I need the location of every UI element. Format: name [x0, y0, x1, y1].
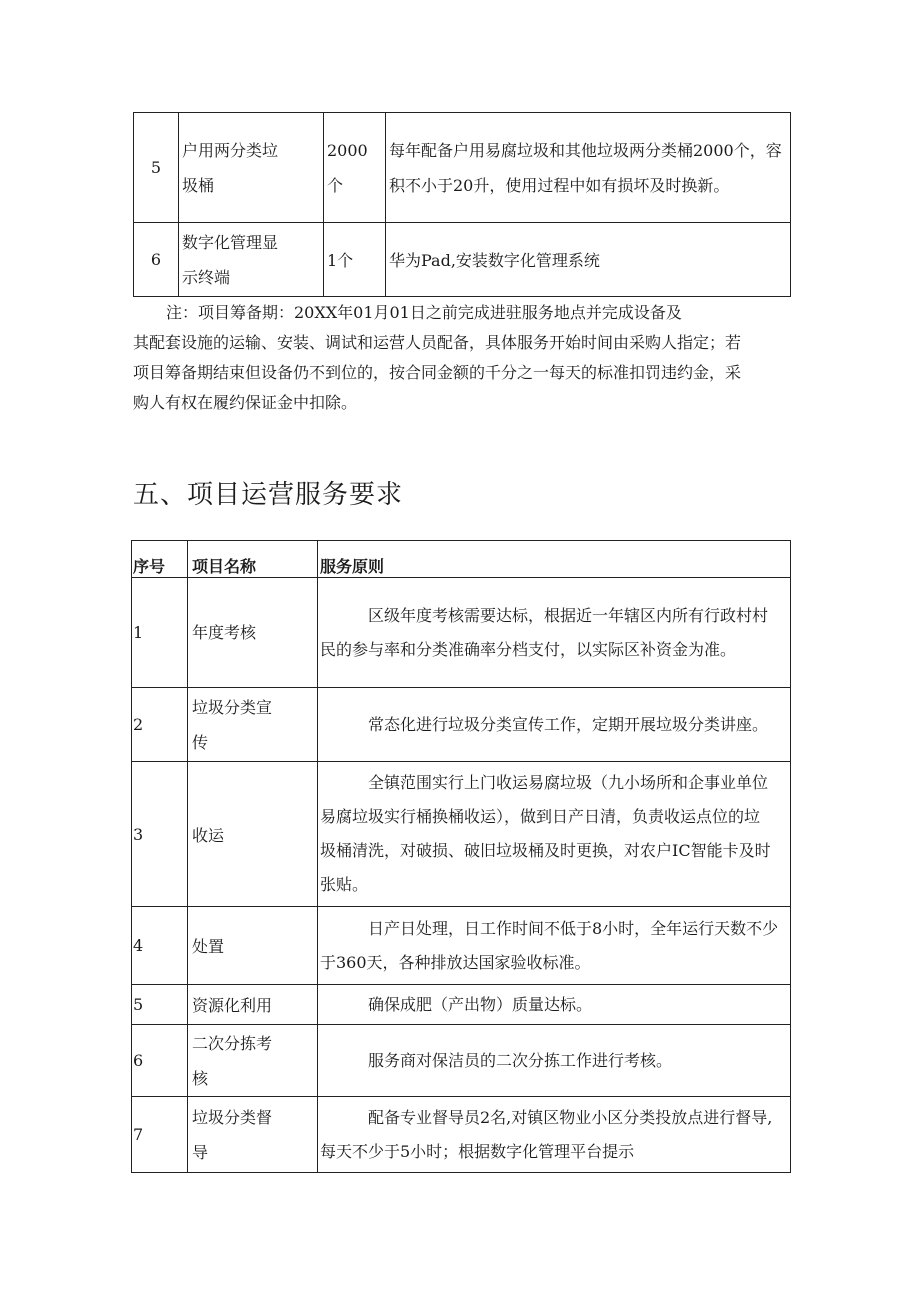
table-row — [134, 113, 791, 223]
item-principle — [318, 1097, 791, 1173]
table-row — [132, 688, 791, 762]
section-heading: 五、项目运营服务要求 — [133, 480, 404, 510]
principle-line: 张贴。 — [320, 875, 369, 894]
principle-line: 服务商对保洁员的二次分拣工作进行考核。 — [368, 1050, 673, 1070]
item-description-line: 华为Pad,安装数字化管理系统 — [389, 251, 600, 270]
item-name — [188, 762, 318, 907]
table-row — [132, 907, 791, 985]
principle-line: 确保成肥（产出物）质量达标。 — [368, 994, 593, 1014]
item-name-line: 二次分拣考 — [192, 1033, 273, 1053]
header-number: 序号 — [132, 541, 188, 578]
row-number: 5 — [132, 985, 188, 1025]
service-requirements-table — [131, 540, 791, 1173]
principle-line: 全镇范围实行上门收运易腐垃圾（九小场所和企事业单位 — [368, 773, 769, 792]
principle-line: 配备专业督导员2名,对镇区物业小区分类投放点进行督导, — [368, 1107, 773, 1127]
principle-line: 于360天，各种排放达国家验收标准。 — [320, 952, 591, 972]
table-header-row — [132, 541, 791, 578]
table-row — [134, 223, 791, 297]
item-name-line: 圾桶 — [182, 175, 215, 195]
item-name — [188, 985, 318, 1025]
row-number: 5 — [134, 113, 179, 223]
principle-line: 日产日处理，日工作时间不低于8小时，全年运行天数不少 — [368, 918, 779, 938]
item-quantity-line: 个 — [327, 175, 344, 195]
item-quantity — [324, 223, 386, 297]
principle-line: 圾桶清洗，对破损、破旧垃圾桶及时更换，对农户IC智能卡及时 — [320, 841, 771, 860]
header-principle: 服务原则 — [318, 541, 791, 578]
principle-line: 区级年度考核需要达标，根据近一年辖区内所有行政村村 — [368, 605, 769, 625]
table-row — [132, 1097, 791, 1173]
item-name-line: 收运 — [192, 825, 225, 845]
item-name — [179, 113, 324, 223]
item-name — [188, 907, 318, 985]
item-name — [188, 688, 318, 762]
principle-line: 常态化进行垃圾分类宣传工作，定期开展垃圾分类讲座。 — [368, 714, 769, 734]
table-row — [132, 1025, 791, 1097]
row-number: 7 — [132, 1097, 188, 1173]
item-principle — [318, 1025, 791, 1097]
item-name-line: 导 — [192, 1142, 209, 1162]
item-description — [386, 223, 791, 297]
note-line: 项目筹备期结束但设备仍不到位的，按合同金额的千分之一每天的标准扣罚违约金，采 — [133, 363, 742, 382]
table-row — [132, 762, 791, 907]
row-number: 6 — [134, 223, 179, 297]
note-line: 注：项目筹备期：20XX年01月01日之前完成进驻服务地点并完成设备及 — [166, 303, 682, 322]
item-principle — [318, 762, 791, 907]
item-name — [188, 1025, 318, 1097]
note-line: 其配套设施的运输、安装、调试和运营人员配备，具体服务开始时间由采购人指定；若 — [133, 333, 742, 352]
principle-line: 每天不少于5小时；根据数字化管理平台提示 — [320, 1141, 635, 1161]
item-principle — [318, 985, 791, 1025]
principle-line: 易腐垃圾实行桶换桶收运），做到日产日清，负责收运点位的垃 — [320, 807, 761, 826]
item-name-line: 户用两分类垃 — [182, 140, 279, 160]
row-number: 4 — [132, 907, 188, 985]
row-number: 1 — [132, 578, 188, 688]
table-row — [132, 985, 791, 1025]
item-name-line: 核 — [192, 1068, 209, 1088]
item-description — [386, 113, 791, 223]
item-quantity — [324, 113, 386, 223]
item-name-line: 资源化利用 — [192, 996, 273, 1015]
equipment-table — [133, 112, 791, 297]
header-name: 项目名称 — [188, 541, 318, 578]
principle-line: 民的参与率和分类准确率分档支付，以实际区补资金为准。 — [320, 639, 737, 659]
item-name — [188, 1097, 318, 1173]
note-line: 购人有权在履约保证金中扣除。 — [133, 393, 358, 412]
item-name — [188, 578, 318, 688]
item-principle — [318, 578, 791, 688]
row-number: 6 — [132, 1025, 188, 1097]
item-name — [179, 223, 324, 297]
item-name-line: 数字化管理显 — [182, 232, 279, 252]
item-name-line: 传 — [192, 732, 209, 752]
item-name-line: 示终端 — [182, 267, 231, 287]
table-row — [132, 578, 791, 688]
item-name-line: 垃圾分类督 — [192, 1107, 273, 1127]
item-description-line: 每年配备户用易腐垃圾和其他垃圾两分类桶2000个，容 — [389, 140, 782, 160]
row-number: 2 — [132, 688, 188, 762]
item-description-line: 积不小于20升，使用过程中如有损坏及时换新。 — [389, 175, 730, 195]
item-quantity-line: 2000 — [327, 140, 368, 160]
project-note — [133, 298, 783, 418]
item-name-line: 处置 — [192, 937, 225, 956]
item-principle — [318, 688, 791, 762]
row-number: 3 — [132, 762, 188, 907]
item-name-line: 年度考核 — [192, 623, 257, 642]
item-quantity-line: 1个 — [327, 251, 354, 270]
item-name-line: 垃圾分类宣 — [192, 697, 273, 717]
item-principle — [318, 907, 791, 985]
